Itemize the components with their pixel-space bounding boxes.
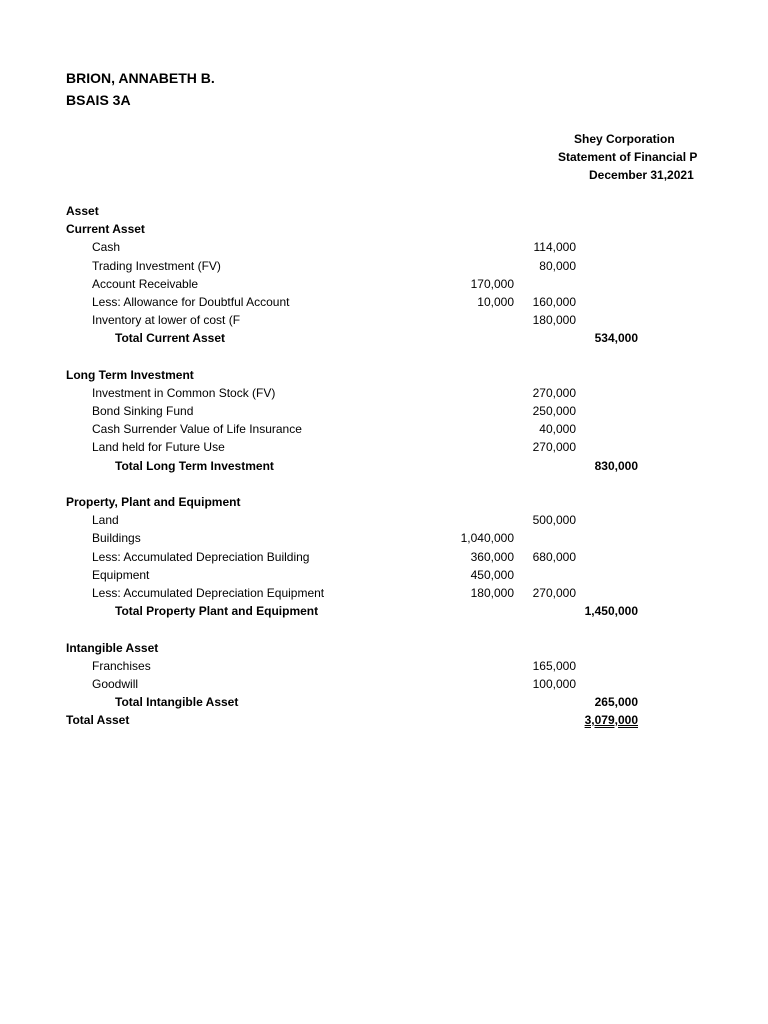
statement-row — [66, 438, 646, 456]
statement-row — [66, 420, 646, 438]
amount-col-b: 180,000 — [532, 313, 576, 328]
statement-row — [66, 329, 646, 347]
statement-row — [66, 548, 646, 566]
statement-row — [66, 384, 646, 402]
row-label: Equipment — [92, 567, 150, 582]
row-label: Less: Accumulated Depreciation Equipment — [92, 585, 325, 600]
company-name: Shey Corporation — [574, 132, 675, 146]
amount-col-a: 450,000 — [470, 567, 514, 582]
student-section: BSAIS 3A — [66, 92, 131, 108]
row-label: Bond Sinking Fund — [92, 404, 194, 419]
amount-col-c: 1,450,000 — [584, 604, 638, 619]
amount-col-c: 830,000 — [594, 458, 638, 473]
statement-row — [66, 602, 646, 620]
row-label: Goodwill — [92, 676, 139, 691]
financial-statement-table — [66, 202, 646, 729]
statement-row — [66, 402, 646, 420]
statement-row — [66, 511, 646, 529]
amount-col-b: 80,000 — [539, 258, 576, 273]
statement-row — [66, 584, 646, 602]
amount-col-b: 114,000 — [533, 240, 576, 255]
statement-row — [66, 202, 646, 220]
statement-row — [66, 238, 646, 256]
amount-col-b: 270,000 — [532, 585, 576, 600]
row-label: Total Asset — [66, 713, 130, 728]
statement-row — [66, 493, 646, 511]
row-label: Long Term Investment — [66, 367, 194, 382]
statement-row — [66, 311, 646, 329]
spacer-row — [66, 475, 646, 493]
row-label: Less: Allowance for Doubtful Account — [92, 294, 290, 309]
amount-col-b: 165,000 — [532, 658, 576, 673]
row-label: Account Receivable — [92, 276, 199, 291]
student-name: BRION, ANNABETH B. — [66, 70, 215, 86]
statement-row — [66, 639, 646, 657]
statement-row — [66, 657, 646, 675]
amount-col-b: 680,000 — [532, 549, 576, 564]
amount-col-b: 500,000 — [532, 513, 576, 528]
amount-col-b: 40,000 — [539, 422, 576, 437]
row-label: Asset — [66, 204, 99, 218]
amount-col-a: 170,000 — [470, 276, 514, 291]
amount-col-b: 250,000 — [532, 404, 576, 419]
row-label: Less: Accumulated Depreciation Building — [92, 549, 310, 564]
row-label: Total Intangible Asset — [115, 695, 239, 710]
statement-row — [66, 529, 646, 547]
amount-col-c: 534,000 — [594, 331, 638, 346]
row-label: Current Asset — [66, 222, 145, 237]
row-label: Inventory at lower of cost (F — [92, 313, 241, 328]
statement-row — [66, 693, 646, 711]
statement-row — [66, 675, 646, 693]
row-label: Franchises — [92, 658, 151, 673]
statement-row — [66, 711, 646, 729]
amount-col-c: 3,079,000 — [584, 713, 638, 728]
row-label: Total Current Asset — [115, 331, 226, 346]
row-label: Property, Plant and Equipment — [66, 495, 241, 509]
row-label: Trading Investment (FV) — [92, 258, 221, 273]
statement-row — [66, 457, 646, 475]
statement-title: Statement of Financial P — [558, 150, 698, 164]
row-label: Land held for Future Use — [92, 440, 225, 455]
row-label: Buildings — [92, 531, 141, 546]
amount-col-a: 360,000 — [470, 549, 514, 564]
statement-row — [66, 293, 646, 311]
row-label: Intangible Asset — [66, 640, 159, 655]
amount-col-b: 100,000 — [532, 676, 576, 691]
amount-col-a: 10,000 — [477, 294, 514, 309]
row-label: Total Long Term Investment — [115, 458, 274, 473]
amount-col-b: 270,000 — [532, 385, 576, 400]
amount-col-c: 265,000 — [594, 695, 638, 710]
row-label: Investment in Common Stock (FV) — [92, 385, 276, 400]
statement-date: December 31,2021 — [589, 168, 694, 182]
statement-row — [66, 220, 646, 238]
amount-col-b: 160,000 — [532, 294, 576, 309]
row-label: Total Property Plant and Equipment — [115, 604, 319, 619]
statement-row — [66, 275, 646, 293]
spacer-row — [66, 348, 646, 366]
statement-row — [66, 257, 646, 275]
statement-row — [66, 366, 646, 384]
row-label: Cash Surrender Value of Life Insurance — [92, 422, 302, 437]
amount-col-b: 270,000 — [532, 440, 576, 455]
amount-col-a: 180,000 — [470, 585, 514, 600]
spacer-row — [66, 620, 646, 638]
row-label: Land — [92, 513, 119, 528]
amount-col-a: 1,040,000 — [460, 531, 514, 546]
row-label: Cash — [92, 240, 121, 255]
statement-row — [66, 566, 646, 584]
